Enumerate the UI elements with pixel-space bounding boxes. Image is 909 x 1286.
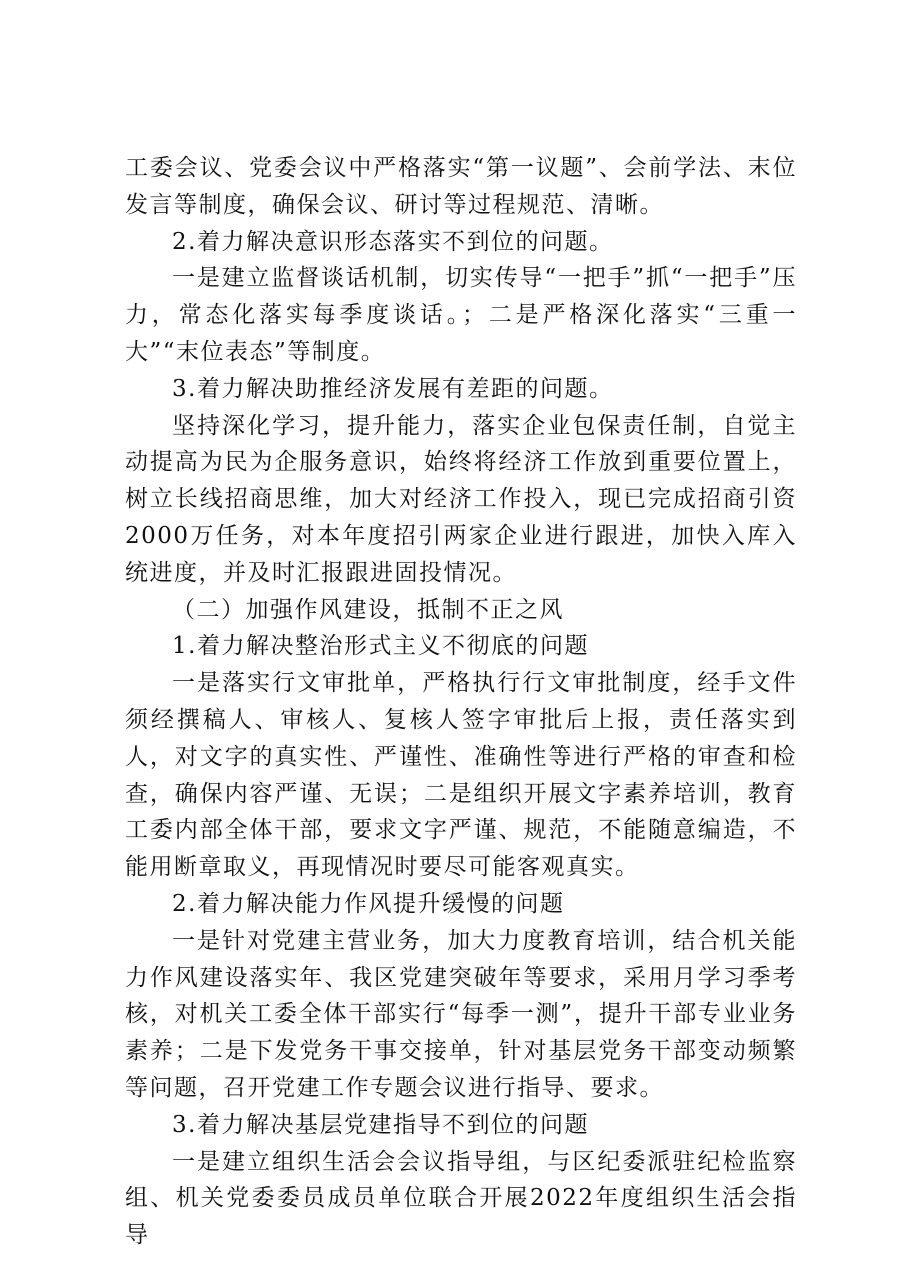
paragraph-capability: 一是针对党建主营业务，加大力度教育培训，结合机关能力作风建设落实年、我区党建突破年等要求，采用月学习季考核，对机关工委全体干部实行“每季一测”，提升干部专业业务素养；二是下发党务干事交接单，针对基层党务干部变动频繁等问题，召开党建工作专题会议进行指导、要求。 — [125, 927, 797, 1101]
paragraph-grassroots: 一是建立组织生活会会议指导组，与区纪委派驻纪检监察组、机关党委委员成员单位联合开展2022年度组织生活会指导 — [125, 1148, 797, 1249]
paragraph-economy: 坚持深化学习，提升能力，落实企业包保责任制，自觉主动提高为民为企服务意识，始终将经济工作放到重要位置上，树立长线招商思维，加大对经济工作投入，现已完成招商引资2000万任务，对本年度招引两家企业进行跟进，加快入库入统进度，并及时汇报跟进固投情况。 — [125, 412, 797, 586]
document-body — [125, 150, 797, 1254]
paragraph-supervision-talks: 一是建立监督谈话机制，切实传导“一把手”抓“一把手”压力，常态化落实每季度谈话。；二是严格深化落实“三重一大”“末位表态”等制度。 — [125, 265, 797, 365]
subheading-ideology: 2.着力解决意识形态落实不到位的问题。 — [172, 228, 614, 255]
subheading-capability: 2.着力解决能力作风提升缓慢的问题 — [172, 890, 565, 917]
subheading-formalism: 1.着力解决整治形式主义不彻底的问题 — [172, 633, 589, 660]
paragraph-continuation: 工委会议、党委会议中严格落实“第一议题”、会前学法、末位发言等制度，确保会议、研讨等过程规范、清晰。 — [125, 155, 797, 218]
section-heading-work-style: （二）加强作风建设，抵制不正之风 — [172, 596, 564, 623]
paragraph-formalism: 一是落实行文审批单，严格执行行文审批制度，经手文件须经撰稿人、审核人、复核人签字审批后上报，责任落实到人，对文字的真实性、严谨性、准确性等进行严格的审查和检查，确保内容严谨、无误；二是组织开展文字素养培训，教育工委内部全体干部，要求文字严谨、规范，不能随意编造，不能用断章取义，再现情况时要尽可能客观真实。 — [125, 670, 797, 881]
subheading-grassroots: 3.着力解决基层党建指导不到位的问题 — [172, 1111, 589, 1138]
subheading-economy: 3.着力解决助推经济发展有差距的问题。 — [172, 375, 614, 402]
